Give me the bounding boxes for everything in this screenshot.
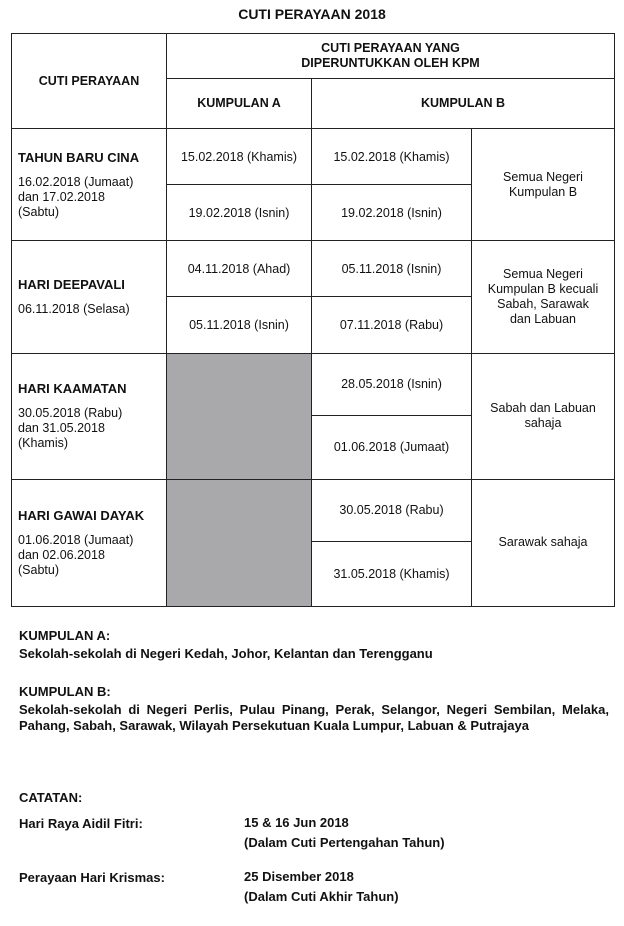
group-b-note: Sarawak sahaja [472,479,615,606]
header-group-a: KUMPULAN A [167,79,312,129]
group-b-note: Semua Negeri Kumpulan B [472,129,615,241]
festival-date: 30.05.2018 (Rabu) dan 31.05.2018 (Khamis) [18,406,123,451]
header-allocated [167,34,615,79]
note-detail: (Dalam Cuti Pertengahan Tahun) [244,835,445,850]
group-b-text: Sekolah-sekolah di Negeri Perlis, Pulau Pinang, Perak, Selangor, Negeri Sembilan, Melaka, Pahang, Sabah, Sarawak, Wilayah Persekutuan Kuala Lumpur, Labuan & Putrajaya [19,702,609,733]
group-b-date: 19.02.2018 (Isnin) [312,185,472,241]
group-a-label: KUMPULAN A: [19,628,111,643]
group-a-section [19,628,433,661]
group-a-date: 04.11.2018 (Ahad) [167,241,312,297]
group-b-date: 05.11.2018 (Isnin) [312,241,472,297]
festival-cell [12,353,167,479]
group-b-date: 15.02.2018 (Khamis) [312,129,472,185]
not-applicable-cell [167,479,312,606]
festival-name: HARI GAWAI DAYAK [18,507,145,523]
festival-cell [12,241,167,353]
festival-date: 01.06.2018 (Jumaat) dan 02.06.2018 (Sabtu) [18,532,134,577]
note-value [244,867,399,907]
group-a-date: 19.02.2018 (Isnin) [167,185,312,241]
group-b-note: Sabah dan Labuan sahaja [472,353,615,479]
group-b-date: 30.05.2018 (Rabu) [312,479,472,541]
group-b-label: KUMPULAN B: [19,684,111,699]
festival-date: 06.11.2018 (Selasa) [18,301,130,316]
group-b-note: Semua Negeri Kumpulan B kecuali Sabah, Sarawak dan Labuan [472,241,615,353]
notes-label: CATATAN: [19,790,83,805]
group-b-date: 31.05.2018 (Khamis) [312,541,472,606]
group-b-date: 01.06.2018 (Jumaat) [312,415,472,479]
festival-date: 16.02.2018 (Jumaat) dan 17.02.2018 (Sabtu) [18,174,134,219]
holiday-table [11,33,615,607]
header-allocated-text: CUTI PERAYAAN YANG DIPERUNTUKKAN OLEH KPM [301,41,480,71]
group-a-text: Sekolah-sekolah di Negeri Kedah, Johor, Kelantan dan Terengganu [19,646,433,661]
not-applicable-cell [167,353,312,479]
page-title: CUTI PERAYAAN 2018 [238,6,386,22]
festival-cell [12,479,167,606]
note-date: 15 & 16 Jun 2018 [244,815,349,830]
festival-cell [12,129,167,241]
header-group-b: KUMPULAN B [312,79,615,129]
note-name: Hari Raya Aidil Fitri: [19,816,143,831]
group-a-date: 05.11.2018 (Isnin) [167,297,312,353]
note-name: Perayaan Hari Krismas: [19,870,165,885]
festival-name: HARI KAAMATAN [18,381,127,397]
group-b-date: 28.05.2018 (Isnin) [312,353,472,415]
group-a-date: 15.02.2018 (Khamis) [167,129,312,185]
note-value [244,813,445,853]
group-b-section [19,684,609,734]
note-detail: (Dalam Cuti Akhir Tahun) [244,889,399,904]
note-date: 25 Disember 2018 [244,869,354,884]
header-festival: CUTI PERAYAAN [12,34,167,129]
group-b-date: 07.11.2018 (Rabu) [312,297,472,353]
festival-name: TAHUN BARU CINA [18,149,140,165]
festival-name: HARI DEEPAVALI [18,276,125,292]
